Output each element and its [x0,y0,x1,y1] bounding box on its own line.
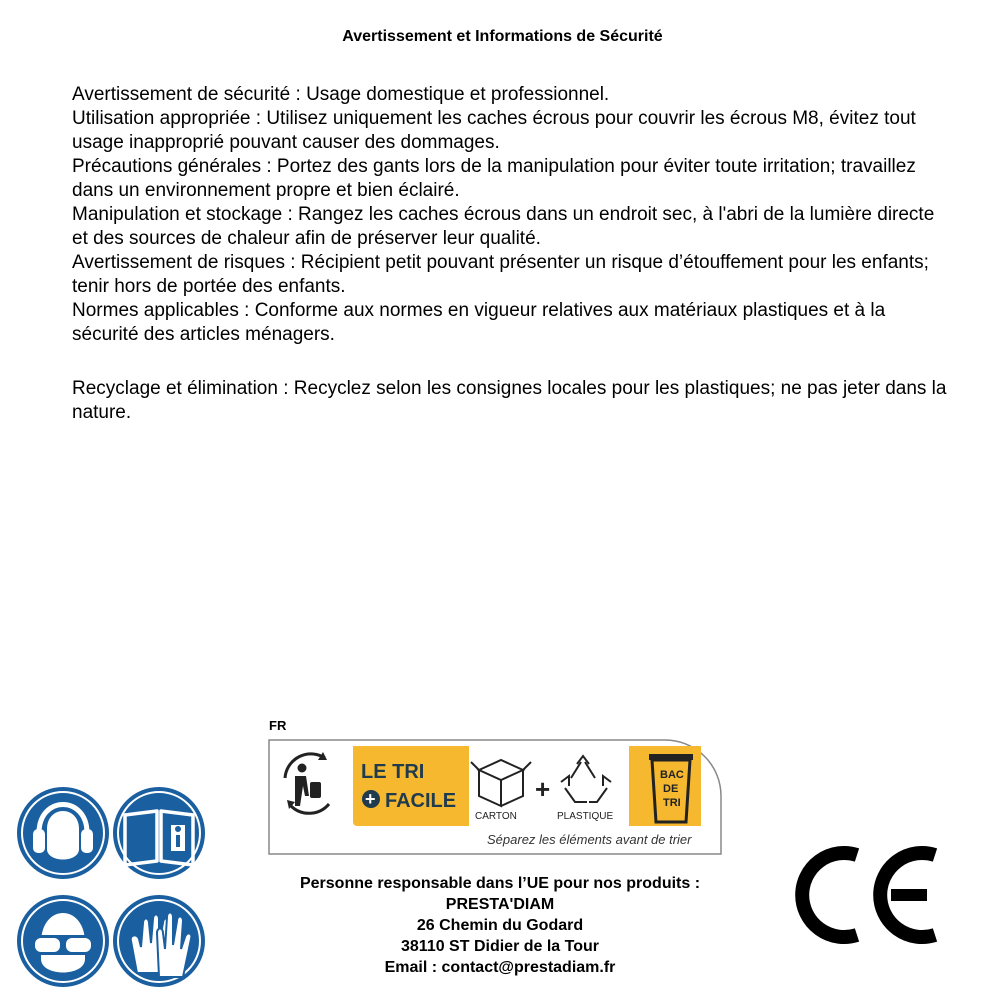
risk-warning: Avertissement de risques : Récipient petit pouvant présenter un risque d’étouffement pour les enfants; tenir hors de portée des enfants. [72,252,929,297]
gloves-icon [111,893,207,989]
responsible-person-block [250,873,750,978]
sorting-bin-icon [649,754,693,822]
plus-sign: + [535,774,551,804]
bin-line2: DE [663,783,679,795]
safety-text [72,83,952,425]
safety-warning: Avertissement de sécurité : Usage domestique et professionnel. [72,84,610,105]
company-name: PRESTA'DIAM [445,896,555,913]
triman-plus: + [365,789,376,809]
triman-line2: FACILE [385,790,457,812]
read-manual-icon [111,785,207,881]
bin-line1: BAC [660,769,684,781]
contact-email: Email : contact@prestadiam.fr [384,959,616,976]
city-address: 38110 ST Didier de la Tour [401,938,599,955]
applicable-standards: Normes applicables : Conforme aux normes en vigueur relatives aux matériaux plastiques et à la sécurité des articles ménagers. [72,300,886,345]
general-precautions: Précautions générales : Portez des gants lors de la manipulation pour éviter toute irritation; travaillez dans un environnement propre et bien éclairé. [72,156,916,201]
recycling-info: Recyclage et élimination : Recyclez selon les consignes locales pour les plastiques; ne pas jeter dans la nature. [72,378,947,423]
street-address: 26 Chemin du Godard [416,917,584,934]
proper-use: Utilisation appropriée : Utilisez uniquement les caches écrous pour couvrir les écrous M8, évitez tout usage inapproprié pouvant causer des dommages. [72,108,916,153]
responsible-person-heading: Personne responsable dans l’UE pour nos produits : [299,875,701,892]
eye-protection-icon [15,893,111,989]
page-title: Avertissement et Informations de Sécurité [342,28,663,45]
triman-footer: Séparez les éléments avant de trier [487,832,692,847]
ear-protection-icon [15,785,111,881]
bin-line3: TRI [663,797,681,809]
triman-logo [265,718,725,858]
carton-label: CARTON [475,811,517,822]
triman-line1: LE TRI [361,761,425,783]
ce-mark-icon [795,840,945,950]
handling-storage: Manipulation et stockage : Rangez les caches écrous dans un endroit sec, à l'abri de la lumière directe et des sources de chaleur afin de préserver leur qualité. [72,204,935,249]
triman-country: FR [269,718,287,733]
plastique-label: PLASTIQUE [557,811,614,822]
